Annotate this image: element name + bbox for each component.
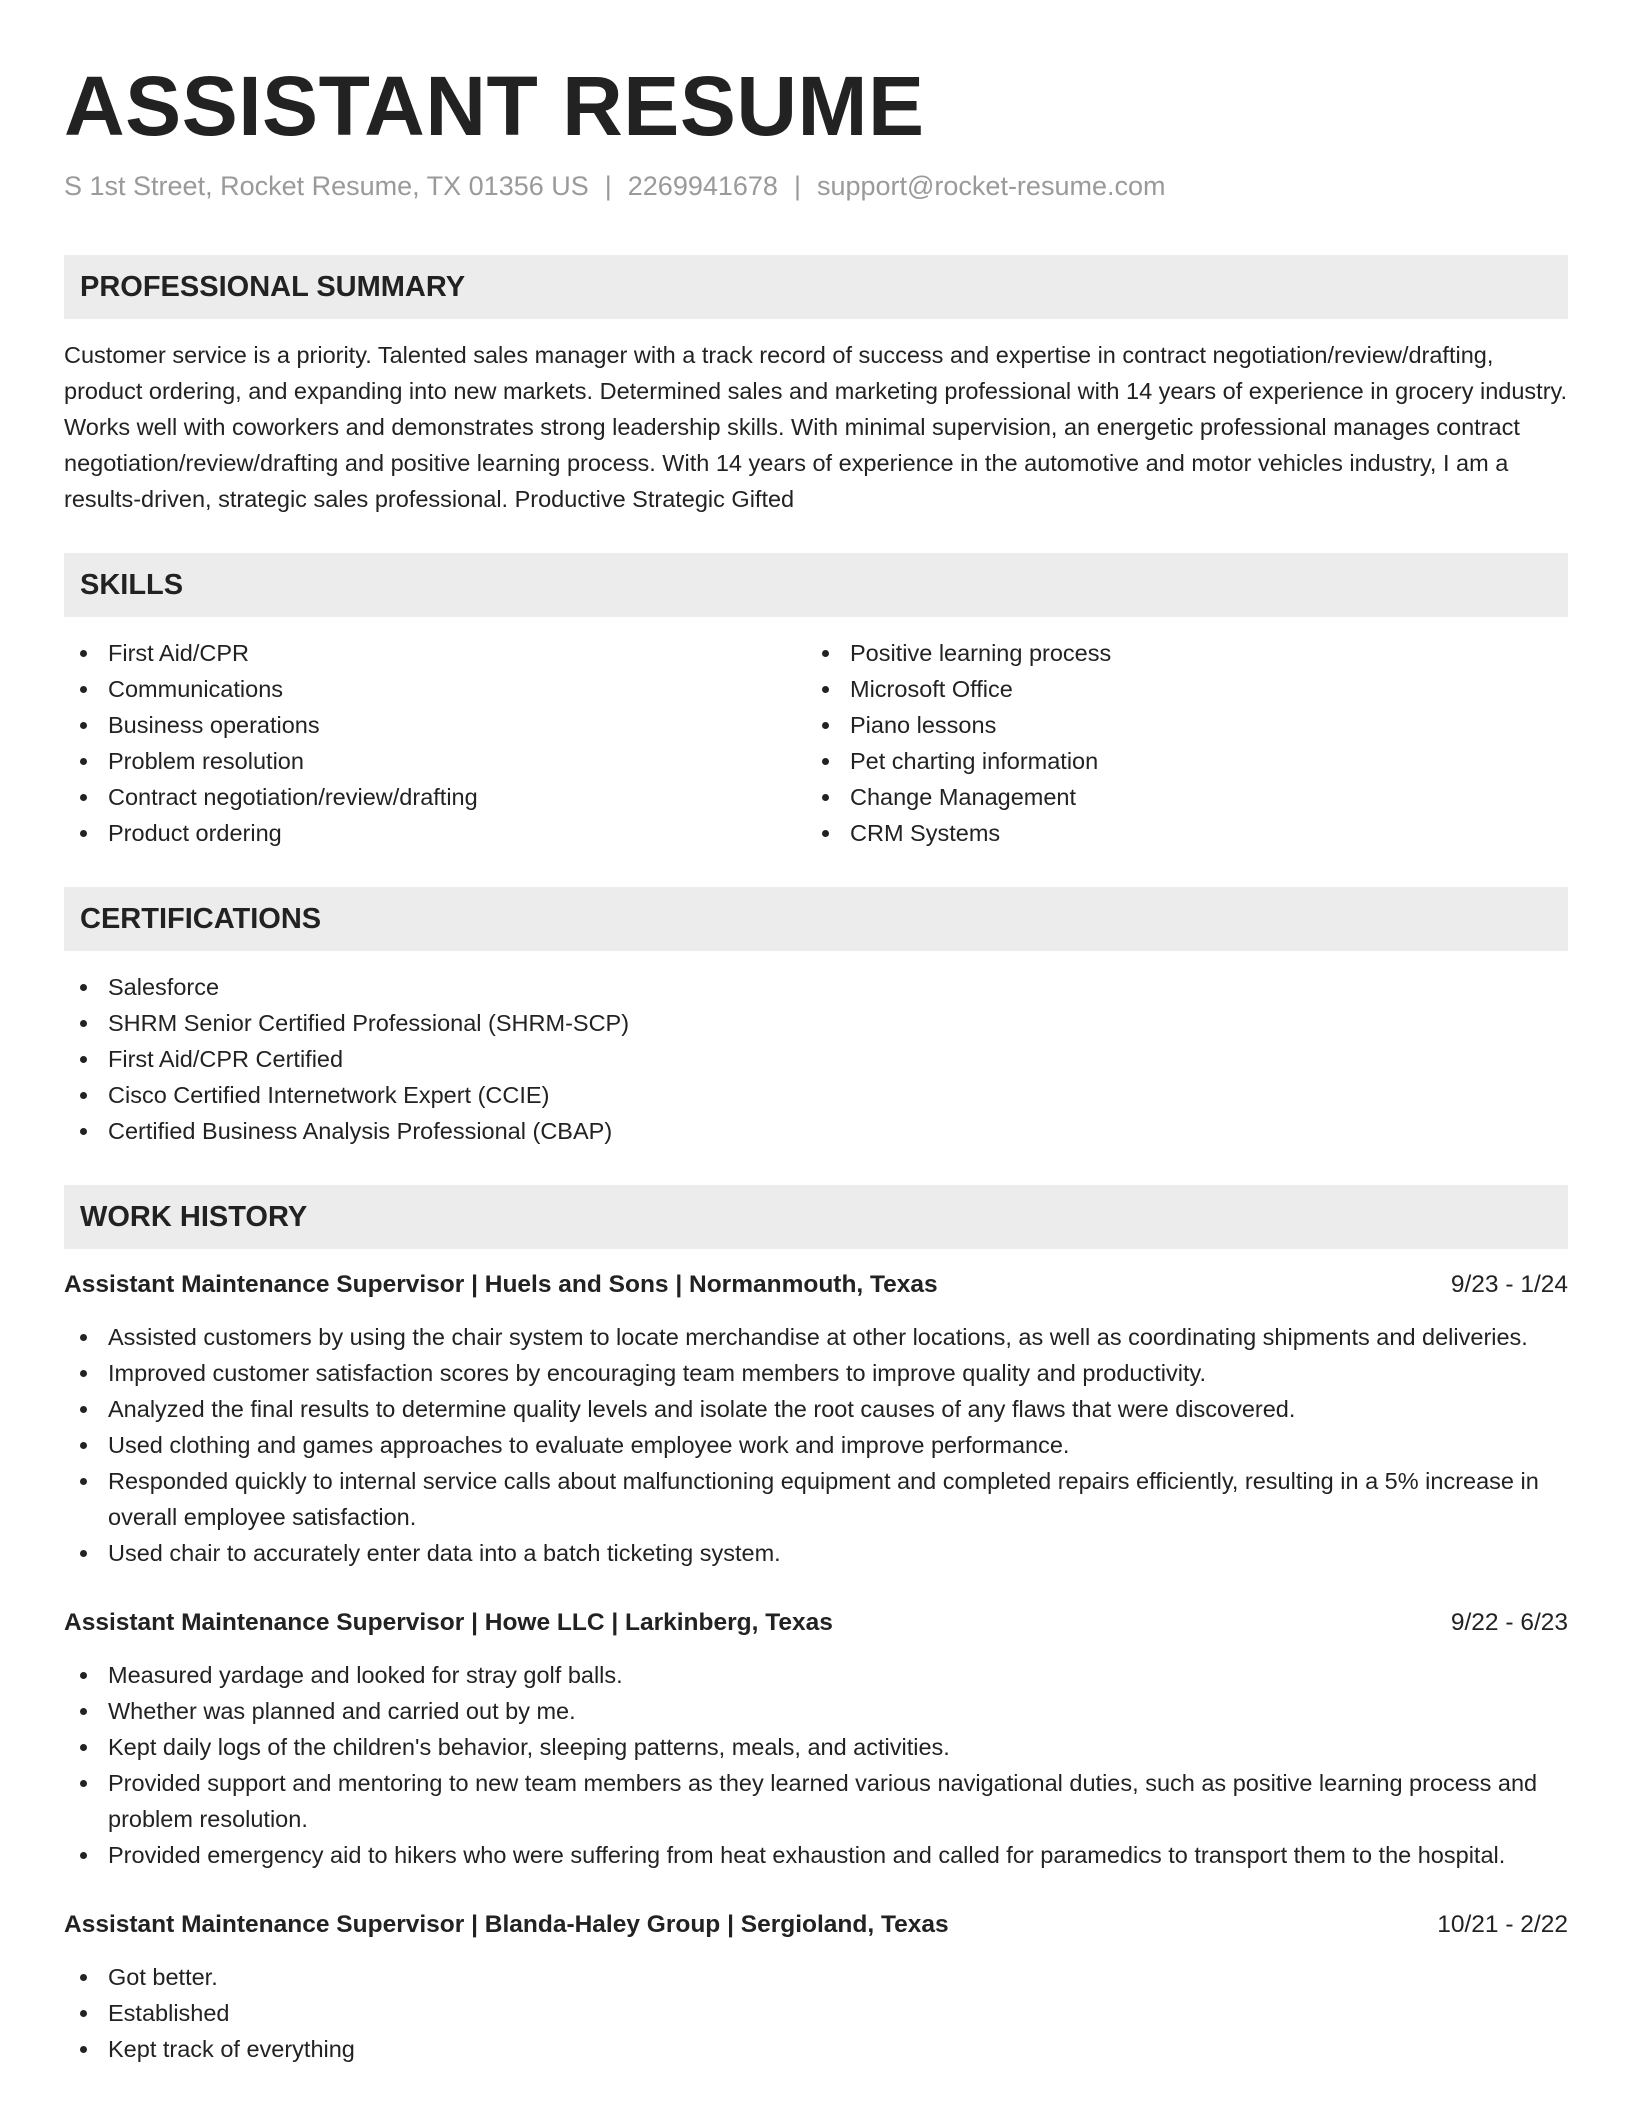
skill-item: First Aid/CPR: [64, 635, 806, 671]
section-header-work-history: WORK HISTORY: [64, 1185, 1568, 1249]
job-bullet: Provided support and mentoring to new team members as they learned various navigational duties, such as positive learning process and problem resolution.: [64, 1765, 1568, 1837]
contact-email: support@rocket-resume.com: [816, 171, 1166, 201]
job-dates: 10/21 - 2/22: [1437, 1911, 1568, 1938]
job-bullet: Kept track of everything: [64, 2031, 1568, 2067]
job-entry: [64, 1267, 1568, 1571]
job-bullet-list: [64, 1319, 1568, 1571]
skill-item: Microsoft Office: [806, 671, 1548, 707]
job-header: [64, 1605, 1568, 1641]
job-bullet: Responded quickly to internal service calls about malfunctioning equipment and completed repairs efficiently, resulting in a 5% increase in overall employee satisfaction.: [64, 1463, 1568, 1535]
job-entry: [64, 1907, 1568, 2067]
certification-item: SHRM Senior Certified Professional (SHRM-SCP): [64, 1005, 1568, 1041]
work-history-list: [64, 1267, 1568, 2067]
section-header-summary: PROFESSIONAL SUMMARY: [64, 255, 1568, 319]
contact-phone: 2269941678: [627, 171, 778, 201]
job-bullet: Whether was planned and carried out by me.: [64, 1693, 1568, 1729]
job-bullet: Used clothing and games approaches to evaluate employee work and improve performance.: [64, 1427, 1568, 1463]
skill-item: Problem resolution: [64, 743, 806, 779]
job-bullet: Used chair to accurately enter data into a batch ticketing system.: [64, 1535, 1568, 1571]
skill-item: Communications: [64, 671, 806, 707]
skill-item: Contract negotiation/review/drafting: [64, 779, 806, 815]
job-bullet: Measured yardage and looked for stray golf balls.: [64, 1657, 1568, 1693]
resume-content: [64, 58, 1568, 2067]
certifications-list: [64, 969, 1568, 1149]
job-dates: 9/22 - 6/23: [1450, 1609, 1568, 1636]
job-bullet: Got better.: [64, 1959, 1568, 1995]
job-bullet: Analyzed the final results to determine quality levels and isolate the root causes of any flaws that were discovered.: [64, 1391, 1568, 1427]
certification-item: Salesforce: [64, 969, 1568, 1005]
contact-separator: |: [604, 171, 612, 201]
certification-item: Certified Business Analysis Professional (CBAP): [64, 1113, 1568, 1149]
job-title: Assistant Maintenance Supervisor | Howe LLC | Larkinberg, Texas: [64, 1609, 833, 1636]
skill-item: Change Management: [806, 779, 1548, 815]
job-header: [64, 1907, 1568, 1943]
skills-column-left: [64, 635, 806, 851]
job-entry: [64, 1605, 1568, 1873]
contact-separator: |: [793, 171, 801, 201]
skill-item: Positive learning process: [806, 635, 1548, 671]
job-bullet: Established: [64, 1995, 1568, 2031]
skills-column-right: [806, 635, 1548, 851]
job-title: Assistant Maintenance Supervisor | Blanda-Haley Group | Sergioland, Texas: [64, 1911, 949, 1938]
job-bullet: Kept daily logs of the children's behavior, sleeping patterns, meals, and activities.: [64, 1729, 1568, 1765]
certification-item: Cisco Certified Internetwork Expert (CCIE): [64, 1077, 1568, 1113]
job-header: [64, 1267, 1568, 1303]
section-header-certifications: CERTIFICATIONS: [64, 887, 1568, 951]
skill-item: CRM Systems: [806, 815, 1548, 851]
job-bullet: Provided emergency aid to hikers who were suffering from heat exhaustion and called for paramedics to transport them to the hospital.: [64, 1837, 1568, 1873]
job-bullet-list: [64, 1657, 1568, 1873]
job-title: Assistant Maintenance Supervisor | Huels and Sons | Normanmouth, Texas: [64, 1271, 938, 1298]
skill-item: Piano lessons: [806, 707, 1548, 743]
section-header-skills: SKILLS: [64, 553, 1568, 617]
skill-item: Pet charting information: [806, 743, 1548, 779]
job-bullet: Assisted customers by using the chair system to locate merchandise at other locations, as well as coordinating shipments and deliveries.: [64, 1319, 1568, 1355]
resume-title: ASSISTANT RESUME: [64, 59, 925, 153]
job-bullet: Improved customer satisfaction scores by encouraging team members to improve quality and productivity.: [64, 1355, 1568, 1391]
job-bullet-list: [64, 1959, 1568, 2067]
contact-line: [64, 168, 1568, 204]
skill-item: Business operations: [64, 707, 806, 743]
skill-item: Product ordering: [64, 815, 806, 851]
summary-text: Customer service is a priority. Talented sales manager with a track record of success and expertise in contract negotiation/review/drafting, product ordering, and expanding into new markets. Determined sales and marketing professional with 14 years of experience in grocery industry. Works well with coworkers and demonstrates strong leadership skills. With minimal supervision, an energetic professional manages contract negotiation/review/drafting and positive learning process. With 14 years of experience in the automotive and motor vehicles industry, I am a results-driven, strategic sales professional. Productive Strategic Gifted: [64, 342, 1568, 512]
contact-address: S 1st Street, Rocket Resume, TX 01356 US: [64, 171, 589, 201]
skills-list: [64, 617, 1568, 851]
job-dates: 9/23 - 1/24: [1450, 1271, 1568, 1298]
certification-item: First Aid/CPR Certified: [64, 1041, 1568, 1077]
